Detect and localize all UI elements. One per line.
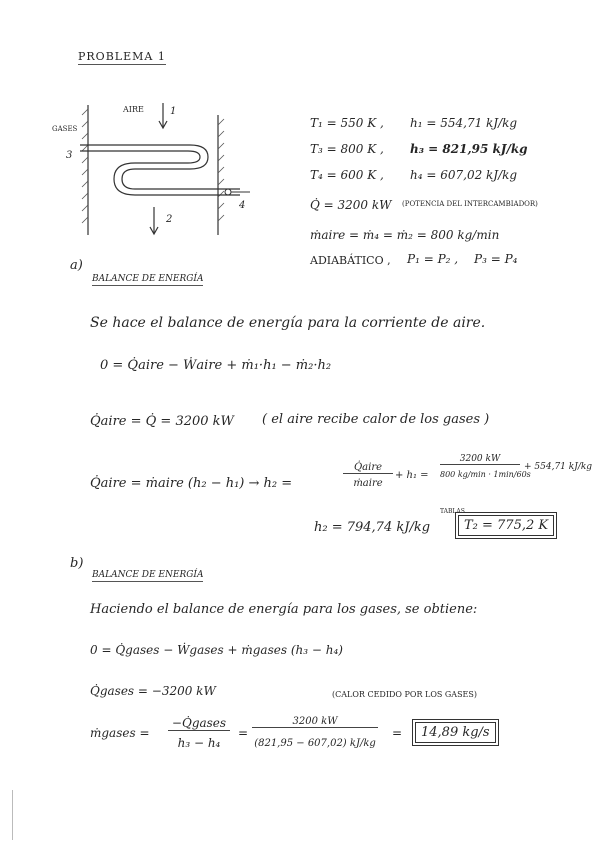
part-b-eq1: 0 = Q̇gases − Ẇgases + ṁgases (h₃ − h₄) <box>90 643 343 657</box>
part-a-frac2-num: 3200 kW <box>440 454 520 465</box>
data-t4: T₄ = 600 K , <box>310 168 384 182</box>
part-b-result: 14,89 kg/s <box>415 722 496 743</box>
data-p34: P₃ = P₄ <box>474 252 518 266</box>
part-b-eq3-left: ṁgases = <box>90 726 150 740</box>
part-b-frac1-den: h₃ − h₄ <box>177 736 221 750</box>
diagram-label-1: 1 <box>170 106 177 117</box>
diagram-label-3: 3 <box>66 150 73 161</box>
part-b-frac2-num: 3200 kW <box>252 716 378 728</box>
part-a-heading: BALANCE DE ENERGÍA <box>92 274 204 284</box>
data-t1: T₁ = 550 K , <box>310 116 384 130</box>
part-b-frac2-den: (821,95 − 607,02) kJ/kg <box>254 738 376 749</box>
part-a-tablas: TABLAS <box>440 508 465 515</box>
data-h3: h₃ = 821,95 kJ/kg <box>410 142 528 156</box>
part-b-intro: Haciendo el balance de energía para los gases, se obtiene: <box>90 602 478 617</box>
part-a-eq3-left: Q̇aire = ṁaire (h₂ − h₁) → h₂ = <box>90 476 293 491</box>
part-a-plus: + h₁ = <box>395 470 429 481</box>
part-b-eq2: Q̇gases = −3200 kW <box>90 684 216 698</box>
data-p12: P₁ = P₂ , <box>407 252 459 266</box>
part-a-eq2: Q̇aire = Q̇ = 3200 kW <box>90 414 234 429</box>
part-b-heading: BALANCE DE ENERGÍA <box>92 570 204 580</box>
part-b-label: b) <box>70 556 84 571</box>
data-t3: T₃ = 800 K , <box>310 142 384 156</box>
data-h4: h₄ = 607,02 kJ/kg <box>410 168 518 182</box>
diagram-label-gases: GASES <box>52 125 78 133</box>
data-flow: ṁaire = ṁ₄ = ṁ₂ = 800 kg/min <box>310 228 500 242</box>
data-q-note: (POTENCIA DEL INTERCAMBIADOR) <box>402 200 538 208</box>
part-a-tail: + 554,71 kJ/kg <box>524 462 593 472</box>
part-b-frac1-num: −Q̇gases <box>168 716 230 731</box>
part-a-frac2-den: 800 kg/min · 1min/60s <box>440 470 531 479</box>
scan-mark <box>12 790 13 840</box>
diagram-label-2: 2 <box>166 214 173 225</box>
part-a-frac1-den: ṁaire <box>353 478 383 489</box>
part-a-result-h2: h₂ = 794,74 kJ/kg <box>314 520 431 535</box>
part-a-intro: Se hace el balance de energía para la corriente de aire. <box>90 315 486 331</box>
part-b-eq-sign2: = <box>392 726 403 740</box>
part-a-result-t2: T₂ = 775,2 K <box>458 515 554 536</box>
part-a-label: a) <box>70 258 83 273</box>
problem-title: PROBLEMA 1 <box>78 50 166 63</box>
part-b-eq-sign: = <box>238 726 249 740</box>
data-q: Q̇ = 3200 kW <box>310 198 392 212</box>
data-adiabatico: ADIABÁTICO , <box>310 254 391 267</box>
diagram-label-aire: AIRE <box>123 105 144 114</box>
data-h1: h₁ = 554,71 kJ/kg <box>410 116 518 130</box>
diagram-label-4: 4 <box>239 200 246 211</box>
part-a-eq2-note: ( el aire recibe calor de los gases ) <box>262 412 490 427</box>
part-a-eq1: 0 = Q̇aire − Ẇaire + ṁ₁·h₁ − ṁ₂·h₂ <box>100 358 332 373</box>
heat-exchanger-diagram <box>50 95 280 245</box>
part-a-frac1-num: Q̇aire <box>343 462 393 474</box>
part-b-eq2-note: (CALOR CEDIDO POR LOS GASES) <box>332 690 477 699</box>
